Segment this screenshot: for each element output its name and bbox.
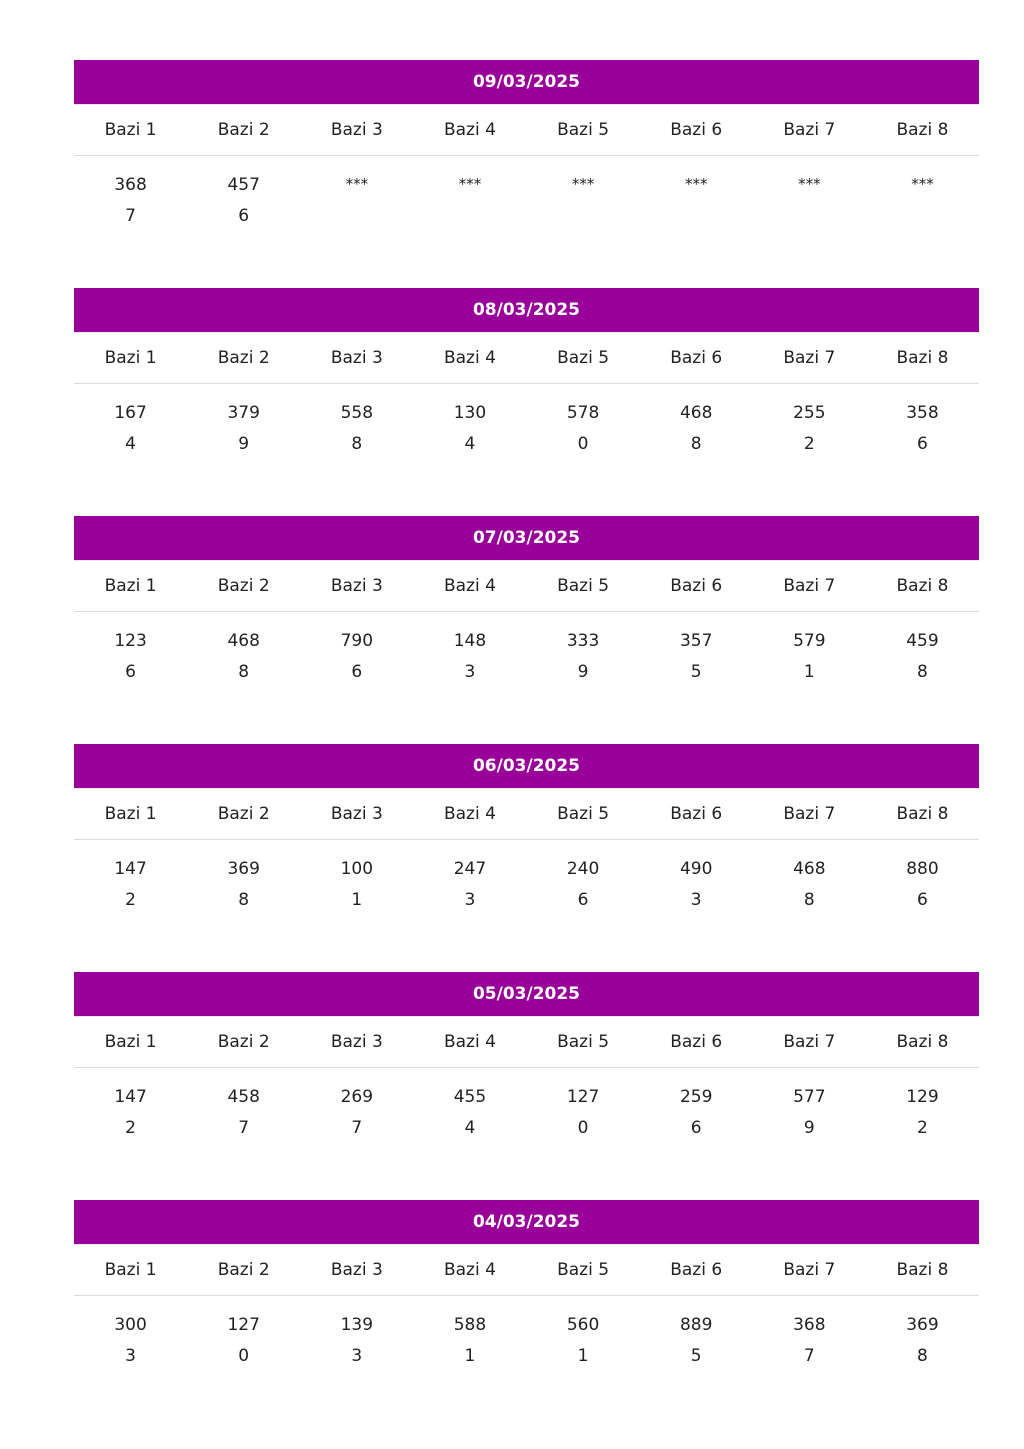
- result-cell: [413, 1310, 526, 1372]
- bazi-label: Bazi 5: [557, 1260, 610, 1280]
- bazi-label: Bazi 8: [896, 804, 949, 824]
- result-cell: [866, 854, 979, 916]
- result-panel-number: 127: [227, 1315, 260, 1335]
- result-panel-number: 368: [793, 1315, 826, 1335]
- result-cell: [74, 626, 187, 688]
- bazi-label: Bazi 6: [670, 348, 723, 368]
- result-single-digit: 2: [125, 1118, 136, 1138]
- result-panel-number: 889: [679, 1315, 713, 1335]
- result-single-digit: 1: [351, 890, 363, 910]
- bazi-label: Bazi 8: [896, 348, 949, 368]
- result-single-digit: 6: [238, 206, 250, 226]
- bazi-label-row: [74, 1017, 979, 1068]
- result-cell: [413, 170, 526, 232]
- date-header: 06/03/2025: [74, 744, 979, 789]
- result-panel-number: 269: [340, 1087, 374, 1107]
- result-panel-number: 458: [227, 1087, 260, 1107]
- bazi-label: Bazi 3: [330, 804, 383, 824]
- day-result-table: [74, 60, 979, 245]
- result-cell: [866, 1082, 979, 1144]
- result-single-digit: 5: [690, 1346, 702, 1366]
- bazi-label: Bazi 2: [217, 348, 270, 368]
- result-cell: [74, 854, 187, 916]
- bazi-label: Bazi 5: [557, 804, 610, 824]
- result-single-digit: 8: [690, 434, 702, 454]
- result-panel-number: 369: [227, 859, 260, 879]
- bazi-label: Bazi 7: [783, 1260, 836, 1280]
- result-cell: [640, 626, 753, 688]
- result-cell: [527, 398, 640, 460]
- result-panel-number: 240: [566, 859, 600, 879]
- result-single-digit: 0: [577, 1118, 589, 1138]
- result-panel-number: 379: [227, 403, 260, 423]
- result-cell: [187, 626, 300, 688]
- result-panel-number: 139: [340, 1315, 374, 1335]
- result-single-digit: 4: [125, 434, 136, 454]
- bazi-label: Bazi 5: [557, 576, 610, 596]
- result-cell: [300, 854, 413, 916]
- result-panel-number: 790: [340, 631, 374, 651]
- result-single-digit: [866, 198, 979, 229]
- results-list: [74, 60, 979, 1428]
- result-panel-number: 880: [906, 859, 939, 879]
- bazi-label: Bazi 8: [896, 1260, 949, 1280]
- result-panel-number: 468: [679, 403, 713, 423]
- result-single-digit: 8: [803, 890, 815, 910]
- day-result-table: [74, 288, 979, 473]
- bazi-label: Bazi 7: [783, 804, 836, 824]
- result-single-digit: 2: [917, 1118, 928, 1138]
- result-single-digit: 8: [238, 890, 250, 910]
- result-single-digit: 6: [351, 662, 363, 682]
- result-panel-number: ***: [458, 175, 482, 193]
- result-single-digit: 5: [690, 662, 702, 682]
- result-cell: [527, 626, 640, 688]
- result-single-digit: 0: [577, 434, 589, 454]
- date-header: 08/03/2025: [74, 288, 979, 333]
- result-panel-number: 468: [227, 631, 260, 651]
- bazi-label-row: [74, 333, 979, 384]
- bazi-label-row: [74, 561, 979, 612]
- bazi-label: Bazi 5: [557, 1032, 610, 1052]
- result-panel-number: 459: [906, 631, 939, 651]
- result-single-digit: [413, 198, 526, 229]
- result-single-digit: 3: [690, 890, 702, 910]
- bazi-label: Bazi 4: [443, 120, 496, 140]
- result-single-digit: 6: [125, 662, 136, 682]
- bazi-label: Bazi 4: [443, 804, 496, 824]
- result-panel-number: 130: [453, 403, 487, 423]
- result-single-digit: 6: [690, 1118, 702, 1138]
- result-cell: [413, 1082, 526, 1144]
- result-single-digit: [527, 198, 640, 229]
- bazi-label: Bazi 3: [330, 120, 383, 140]
- result-cell: [640, 170, 753, 232]
- result-row: [74, 840, 979, 916]
- bazi-label: Bazi 7: [783, 576, 836, 596]
- result-cell: [866, 626, 979, 688]
- result-cell: [640, 1310, 753, 1372]
- result-single-digit: 2: [803, 434, 815, 454]
- result-cell: [753, 1082, 866, 1144]
- date-header: 09/03/2025: [74, 60, 979, 105]
- result-single-digit: 1: [577, 1346, 589, 1366]
- result-panel-number: ***: [345, 175, 369, 193]
- result-single-digit: 8: [917, 662, 928, 682]
- result-cell: [74, 398, 187, 460]
- date-header: 05/03/2025: [74, 972, 979, 1017]
- result-row: [74, 1068, 979, 1144]
- bazi-label: Bazi 2: [217, 120, 270, 140]
- result-single-digit: 2: [125, 890, 136, 910]
- result-single-digit: 6: [917, 890, 928, 910]
- result-panel-number: 123: [114, 631, 147, 651]
- result-panel-number: 558: [340, 403, 374, 423]
- bazi-label: Bazi 4: [443, 1032, 496, 1052]
- result-cell: [413, 398, 526, 460]
- result-panel-number: 457: [227, 175, 260, 195]
- result-row: [74, 1296, 979, 1372]
- result-single-digit: 7: [125, 206, 136, 226]
- date-header: 07/03/2025: [74, 516, 979, 561]
- bazi-label: Bazi 7: [783, 120, 836, 140]
- result-cell: [527, 1310, 640, 1372]
- result-single-digit: 4: [464, 434, 476, 454]
- bazi-label: Bazi 2: [217, 804, 270, 824]
- result-cell: [753, 170, 866, 232]
- result-row: [74, 612, 979, 688]
- result-single-digit: 9: [803, 1118, 815, 1138]
- result-panel-number: 368: [114, 175, 147, 195]
- result-single-digit: 9: [577, 662, 589, 682]
- bazi-label: Bazi 8: [896, 576, 949, 596]
- bazi-label: Bazi 1: [104, 1032, 157, 1052]
- result-cell: [527, 854, 640, 916]
- result-cell: [753, 854, 866, 916]
- result-panel-number: ***: [571, 175, 595, 193]
- result-panel-number: 147: [114, 859, 147, 879]
- result-cell: [866, 398, 979, 460]
- result-cell: [866, 170, 979, 232]
- date-header: 04/03/2025: [74, 1200, 979, 1245]
- bazi-label: Bazi 2: [217, 576, 270, 596]
- result-panel-number: 255: [793, 403, 826, 423]
- result-single-digit: 3: [464, 890, 476, 910]
- day-result-table: [74, 744, 979, 929]
- bazi-label: Bazi 8: [896, 120, 949, 140]
- bazi-label: Bazi 1: [104, 804, 157, 824]
- result-single-digit: [640, 198, 753, 229]
- bazi-label: Bazi 2: [217, 1032, 270, 1052]
- result-panel-number: 300: [114, 1315, 147, 1335]
- result-cell: [753, 398, 866, 460]
- bazi-label: Bazi 6: [670, 120, 723, 140]
- result-panel-number: 127: [566, 1087, 600, 1107]
- result-single-digit: 6: [577, 890, 589, 910]
- result-cell: [74, 1310, 187, 1372]
- result-panel-number: 167: [114, 403, 147, 423]
- result-single-digit: 1: [803, 662, 815, 682]
- result-panel-number: 358: [906, 403, 939, 423]
- result-panel-number: 468: [793, 859, 826, 879]
- result-panel-number: 148: [453, 631, 487, 651]
- result-single-digit: 9: [238, 434, 250, 454]
- result-cell: [187, 854, 300, 916]
- result-single-digit: 7: [351, 1118, 363, 1138]
- day-result-table: [74, 972, 979, 1157]
- result-cell: [300, 1310, 413, 1372]
- result-panel-number: 560: [566, 1315, 600, 1335]
- bazi-label: Bazi 3: [330, 1260, 383, 1280]
- result-cell: [300, 170, 413, 232]
- result-cell: [413, 854, 526, 916]
- result-single-digit: [753, 198, 866, 229]
- bazi-label: Bazi 1: [104, 576, 157, 596]
- result-panel-number: 577: [793, 1087, 826, 1107]
- result-single-digit: 4: [464, 1118, 476, 1138]
- result-panel-number: 357: [679, 631, 713, 651]
- result-cell: [74, 170, 187, 232]
- result-cell: [187, 1082, 300, 1144]
- bazi-label: Bazi 3: [330, 1032, 383, 1052]
- result-panel-number: ***: [684, 175, 708, 193]
- result-single-digit: [300, 198, 413, 229]
- result-cell: [753, 1310, 866, 1372]
- bazi-label: Bazi 6: [670, 804, 723, 824]
- result-single-digit: 1: [464, 1346, 476, 1366]
- bazi-label-row: [74, 105, 979, 156]
- bazi-label: Bazi 7: [783, 1032, 836, 1052]
- result-cell: [413, 626, 526, 688]
- result-panel-number: 369: [906, 1315, 939, 1335]
- day-result-table: [74, 516, 979, 701]
- result-cell: [753, 626, 866, 688]
- bazi-label: Bazi 2: [217, 1260, 270, 1280]
- result-cell: [527, 1082, 640, 1144]
- bazi-label: Bazi 1: [104, 1260, 157, 1280]
- result-panel-number: 455: [453, 1087, 487, 1107]
- result-single-digit: 7: [803, 1346, 815, 1366]
- result-cell: [187, 398, 300, 460]
- result-cell: [187, 1310, 300, 1372]
- bazi-label: Bazi 5: [557, 348, 610, 368]
- bazi-label: Bazi 5: [557, 120, 610, 140]
- result-panel-number: 100: [340, 859, 374, 879]
- result-panel-number: 259: [679, 1087, 713, 1107]
- result-single-digit: 8: [351, 434, 363, 454]
- bazi-label: Bazi 4: [443, 576, 496, 596]
- result-cell: [74, 1082, 187, 1144]
- result-cell: [866, 1310, 979, 1372]
- result-panel-number: 247: [453, 859, 487, 879]
- result-single-digit: 3: [125, 1346, 136, 1366]
- bazi-label: Bazi 1: [104, 120, 157, 140]
- result-panel-number: 333: [566, 631, 600, 651]
- result-cell: [300, 626, 413, 688]
- result-cell: [640, 854, 753, 916]
- result-panel-number: ***: [798, 175, 821, 193]
- result-single-digit: 3: [464, 662, 476, 682]
- result-single-digit: 0: [238, 1346, 250, 1366]
- bazi-label-row: [74, 789, 979, 840]
- bazi-label: Bazi 4: [443, 1260, 496, 1280]
- bazi-label: Bazi 3: [330, 576, 383, 596]
- bazi-label: Bazi 4: [443, 348, 496, 368]
- bazi-label: Bazi 3: [330, 348, 383, 368]
- day-result-table: [74, 1200, 979, 1385]
- bazi-label: Bazi 8: [896, 1032, 949, 1052]
- result-panel-number: ***: [911, 175, 934, 193]
- result-cell: [300, 1082, 413, 1144]
- result-single-digit: 7: [238, 1118, 250, 1138]
- bazi-label: Bazi 6: [670, 1260, 723, 1280]
- result-panel-number: 490: [679, 859, 713, 879]
- bazi-label: Bazi 1: [104, 348, 157, 368]
- bazi-label-row: [74, 1245, 979, 1296]
- result-cell: [640, 1082, 753, 1144]
- result-cell: [527, 170, 640, 232]
- result-cell: [300, 398, 413, 460]
- result-panel-number: 578: [566, 403, 600, 423]
- bazi-label: Bazi 7: [783, 348, 836, 368]
- result-single-digit: 8: [917, 1346, 928, 1366]
- result-cell: [640, 398, 753, 460]
- result-row: [74, 384, 979, 460]
- result-single-digit: 6: [917, 434, 928, 454]
- bazi-label: Bazi 6: [670, 1032, 723, 1052]
- result-panel-number: 579: [793, 631, 826, 651]
- result-panel-number: 129: [906, 1087, 939, 1107]
- result-panel-number: 588: [453, 1315, 487, 1335]
- result-single-digit: 8: [238, 662, 250, 682]
- result-cell: [187, 170, 300, 232]
- bazi-label: Bazi 6: [670, 576, 723, 596]
- result-panel-number: 147: [114, 1087, 147, 1107]
- result-row: [74, 156, 979, 232]
- result-single-digit: 3: [351, 1346, 363, 1366]
